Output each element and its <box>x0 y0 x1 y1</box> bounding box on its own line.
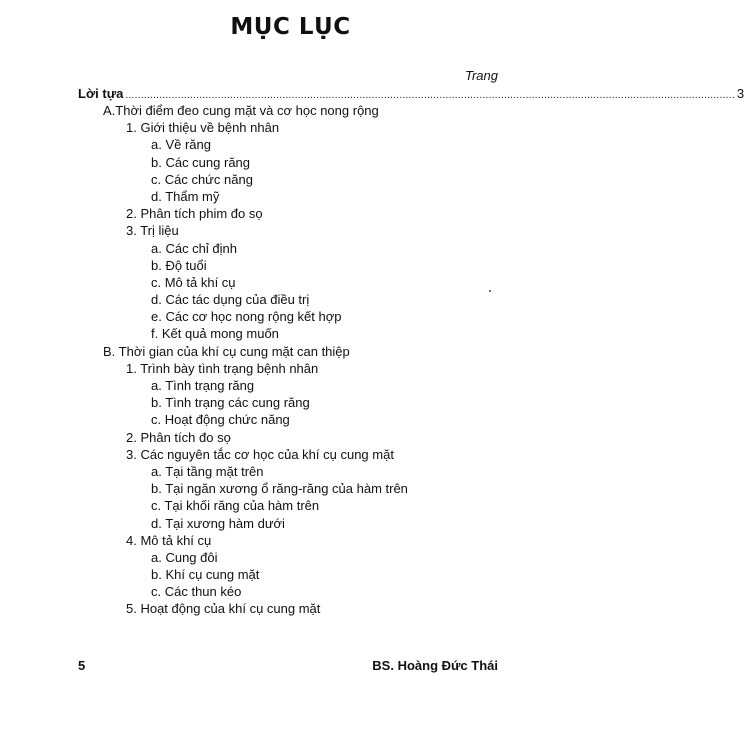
toc-subitem[interactable]: c. Hoạt động chức năng <box>151 412 290 428</box>
toc-subitem[interactable]: b. Các cung răng <box>151 154 251 170</box>
toc-subsection[interactable]: 3. Trị liệu <box>126 223 179 239</box>
toc-subitem[interactable]: c. Mô tả khí cụ <box>151 274 236 290</box>
toc-entry-label: Lời tựa <box>78 86 124 101</box>
toc-dot-leader: ...................................................................................................................................................................................................... <box>125 90 735 101</box>
scan-speck <box>489 290 491 292</box>
toc-subsection[interactable]: 1. Giới thiệu về bệnh nhân <box>126 120 280 136</box>
toc-section[interactable]: A.Thời điểm đeo cung mặt và cơ học nong rộng <box>103 103 379 118</box>
toc-entry-preface[interactable] <box>78 86 744 102</box>
toc-subsection[interactable]: 2. Phân tích đo sọ <box>126 429 231 445</box>
toc-subsection[interactable]: 3. Các nguyên tắc cơ học của khí cụ cung mặt <box>126 446 394 462</box>
toc-subitem[interactable]: b. Độ tuổi <box>151 257 207 273</box>
toc-entry-page: 3 <box>736 86 744 101</box>
toc-subitem[interactable]: c. Tại khối răng của hàm trên <box>151 498 320 514</box>
toc-subitem[interactable]: c. Các thun kéo <box>151 584 242 600</box>
toc-subsection[interactable]: 1. Trình bày tình trạng bệnh nhân <box>126 360 319 376</box>
toc-subsection[interactable]: 4. Mô tả khí cụ <box>126 532 212 548</box>
toc-subitem[interactable]: f. Kết quả mong muốn <box>151 326 279 342</box>
toc-subitem[interactable]: d. Các tác dụng của điều trị <box>151 292 310 308</box>
toc-subsection[interactable]: 5. Hoạt động của khí cụ cung mặt <box>126 601 321 617</box>
toc-subitem[interactable]: b. Tình trạng các cung răng <box>151 395 310 411</box>
toc-list <box>0 102 581 618</box>
toc-subitem[interactable]: a. Về răng <box>151 137 211 153</box>
toc-subitem[interactable]: a. Cung đôi <box>151 549 218 565</box>
toc-subitem[interactable]: e. Các cơ học nong rộng kết hợp <box>151 309 342 325</box>
toc-section[interactable]: B. Thời gian của khí cụ cung mặt can thiệp <box>103 343 350 359</box>
toc-subitem[interactable]: b. Tại ngăn xương ổ răng-răng của hàm trên <box>151 481 408 497</box>
toc-subitem[interactable]: d. Thẩm mỹ <box>151 188 220 204</box>
toc-subitem[interactable]: a. Tại tầng mặt trên <box>151 463 264 479</box>
footer-author: BS. Hoàng Đức Thái <box>372 658 498 673</box>
toc-subitem[interactable]: b. Khí cụ cung mặt <box>151 567 260 583</box>
toc-subitem[interactable]: a. Các chỉ định <box>151 240 237 256</box>
toc-subitem[interactable]: c. Các chức năng <box>151 171 253 187</box>
page-title: MỤC LỤC <box>230 14 351 40</box>
toc-subitem[interactable]: a. Tình trạng răng <box>151 378 255 393</box>
toc-subsection[interactable]: 2. Phân tích phim đo sọ <box>126 206 263 222</box>
page-column-label: Trang <box>465 68 498 83</box>
footer-page-number: 5 <box>78 658 86 673</box>
toc-subitem[interactable]: d. Tại xương hàm dưới <box>151 515 285 531</box>
